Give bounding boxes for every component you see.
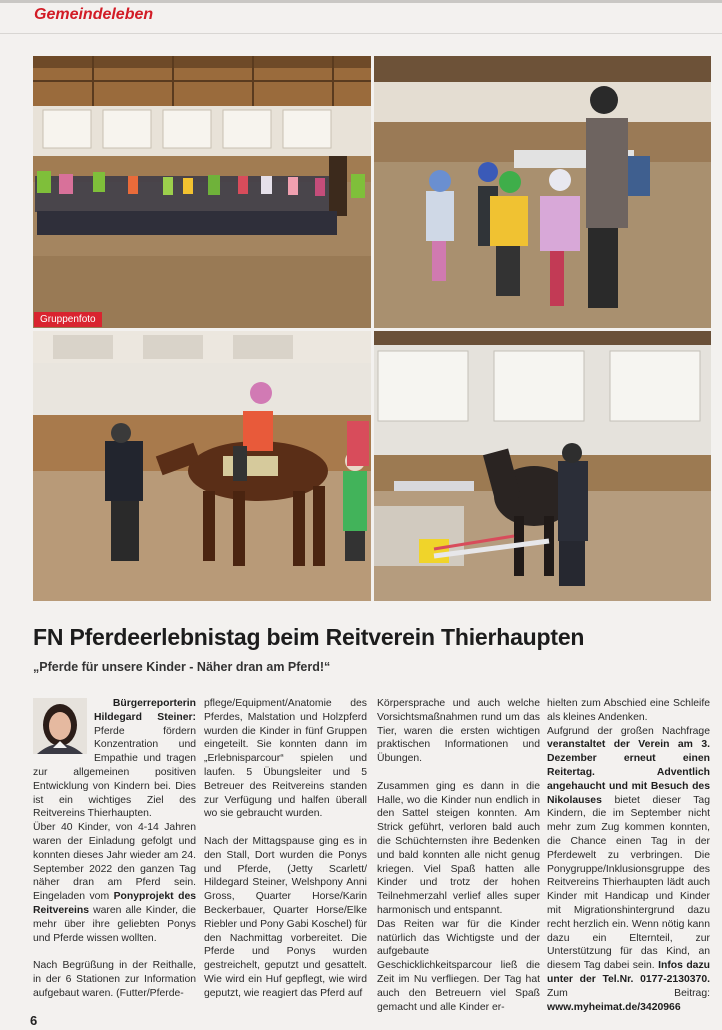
children-helmets-photo — [374, 56, 711, 328]
paragraph: Körpersprache und auch welche Vorsichtsmaßnahmen rund um das Tier, waren die ersten wichtigen praktischen Informationen und Übungen. — [377, 698, 540, 765]
riding-lesson-photo — [33, 331, 371, 601]
bold-text: Ponyprojekt des Reitvereins — [33, 891, 196, 916]
paragraph: Zusammen ging es dann in die Halle, wo die Kinder nun endlich in den Sattel steigen konnten. Am Strick geführt, verloren bald auch die Schüchternsten ihre Bedenken und bald konnten alle nicht genug kriegen. Viel Spaß hatten alle Kinder und trotz der hohen Teilnehmerzahl verlief alles super harmonisch und entspannt. — [377, 780, 540, 916]
paragraph: pflege/Equipment/Anatomie des Pferdes, Malstation und Holzpferd wurden die Kinder in fünf Gruppen eingeteilt. Sie konnten dann im „Erlebnisparcour“ spielen und laufen. 5 Übungsleiter und 5 Betreuer des Reitvereins standen zur Verfügung und halfen überall wo sie gebraucht wurden. — [204, 698, 367, 820]
contact-info: Infos dazu unter der Tel.Nr. 0177-2130370. — [547, 960, 710, 985]
paragraph-text: Zum Beitrag: — [547, 987, 710, 999]
bold-text: veranstaltet der Verein am 3. Dezember erneut einen Reitertag. Adventlich angehaucht und mit Besuch des Nikolauses — [547, 739, 710, 806]
article-column-4 — [547, 697, 710, 1015]
paragraph-text: Aufgrund der großen Nachfrage — [547, 725, 710, 737]
section-divider — [0, 33, 722, 34]
page-number: 6 — [30, 1013, 38, 1028]
article-column-3 — [377, 697, 540, 1015]
group-photo — [33, 56, 371, 328]
paragraph: Das Reiten war für die Kinder natürlich das Wichtigste und der aufgebaute Geschicklichkeitsparcour ließ die Zeit im Nu verfliegen. Der Tag hat auch den Betreuern viel Spaß gemacht und alle Kinder er- — [377, 918, 540, 1013]
paragraph: hielten zum Abschied eine Schleife als kleines Andenken. — [547, 698, 710, 723]
author-role: Bürgerreporterin — [112, 698, 196, 709]
lead-paragraph: Pferde fördern Konzentration und Empathie und tragen zur allgemeinen positiven Entwicklung von Kindern bei. Dies ist ein wichtiges Ziel des Reitvereins Thierhaupten. — [33, 725, 196, 820]
article-column-2 — [204, 697, 367, 1015]
paragraph-text: Über 40 Kinder, von 4-14 Jahren waren der Einladung gefolgt und konnten dieses Jahr wieder am 24. September 2022 den ganzen Tag näher dran am Pferd sein. Eingeladen vom — [33, 822, 196, 903]
paragraph: Nach der Mittagspause ging es in den Stall, Dort wurden die Ponys und Pferde, (Jetty Scarlett/ Hildegard Steiner, Welshpony Anni Gross, Quarter Horse/Karin Beckerbauer, Quarter Horse/Elke Riebler und Pony Gabi Koschel) für den Nachmittag vorbereitet. Die Pferde und Ponys wurden gestreichelt, geputzt und gesattelt. Wie wird ein Huf gepflegt, wie wird geputzt, wie reagiert das Pferd auf — [204, 835, 367, 999]
article-subtitle: „Pferde für unsere Kinder - Näher dran am Pferd!“ — [33, 660, 331, 674]
author-name: Hildegard Steiner: — [94, 711, 196, 723]
photo-caption: Gruppenfoto — [34, 312, 102, 327]
article-link[interactable]: www.myheimat.de/3420966 — [547, 1001, 681, 1013]
paragraph-text: bietet dieser Tag Kindern, die im September nicht mehr zum Zug kommen konnten, die Chance einen Tag in der Pferdewelt zu verbringen. Die Ponygruppe/Inklusionsgruppe des Reitvereins Thierhaupten lädt auch Kinder mit Handicap und Kinder mit Migrationshintergrund dazu recht herzlich ein. Wenn nötig kann dazu ein Elternteil, zur Unterstützung für das Kind, an diesem Tag dabei sein. — [547, 794, 710, 972]
author-portrait — [33, 698, 87, 754]
paragraph-text: waren alle Kinder, die mehr über ihre geliebten Ponys und Pferde wissen wollten. — [33, 904, 196, 944]
paragraph: Nach Begrüßung in der Reithalle, in der 6 Stationen zur Information aufgebaut waren. (Futter/Pferde- — [33, 960, 196, 999]
top-border — [0, 0, 722, 3]
obstacle-course-photo — [374, 331, 711, 601]
article-title: FN Pferdeerlebnistag beim Reitverein Thierhaupten — [33, 624, 585, 650]
article-column-1 — [33, 697, 196, 1015]
section-title: Gemeindeleben — [34, 6, 154, 23]
